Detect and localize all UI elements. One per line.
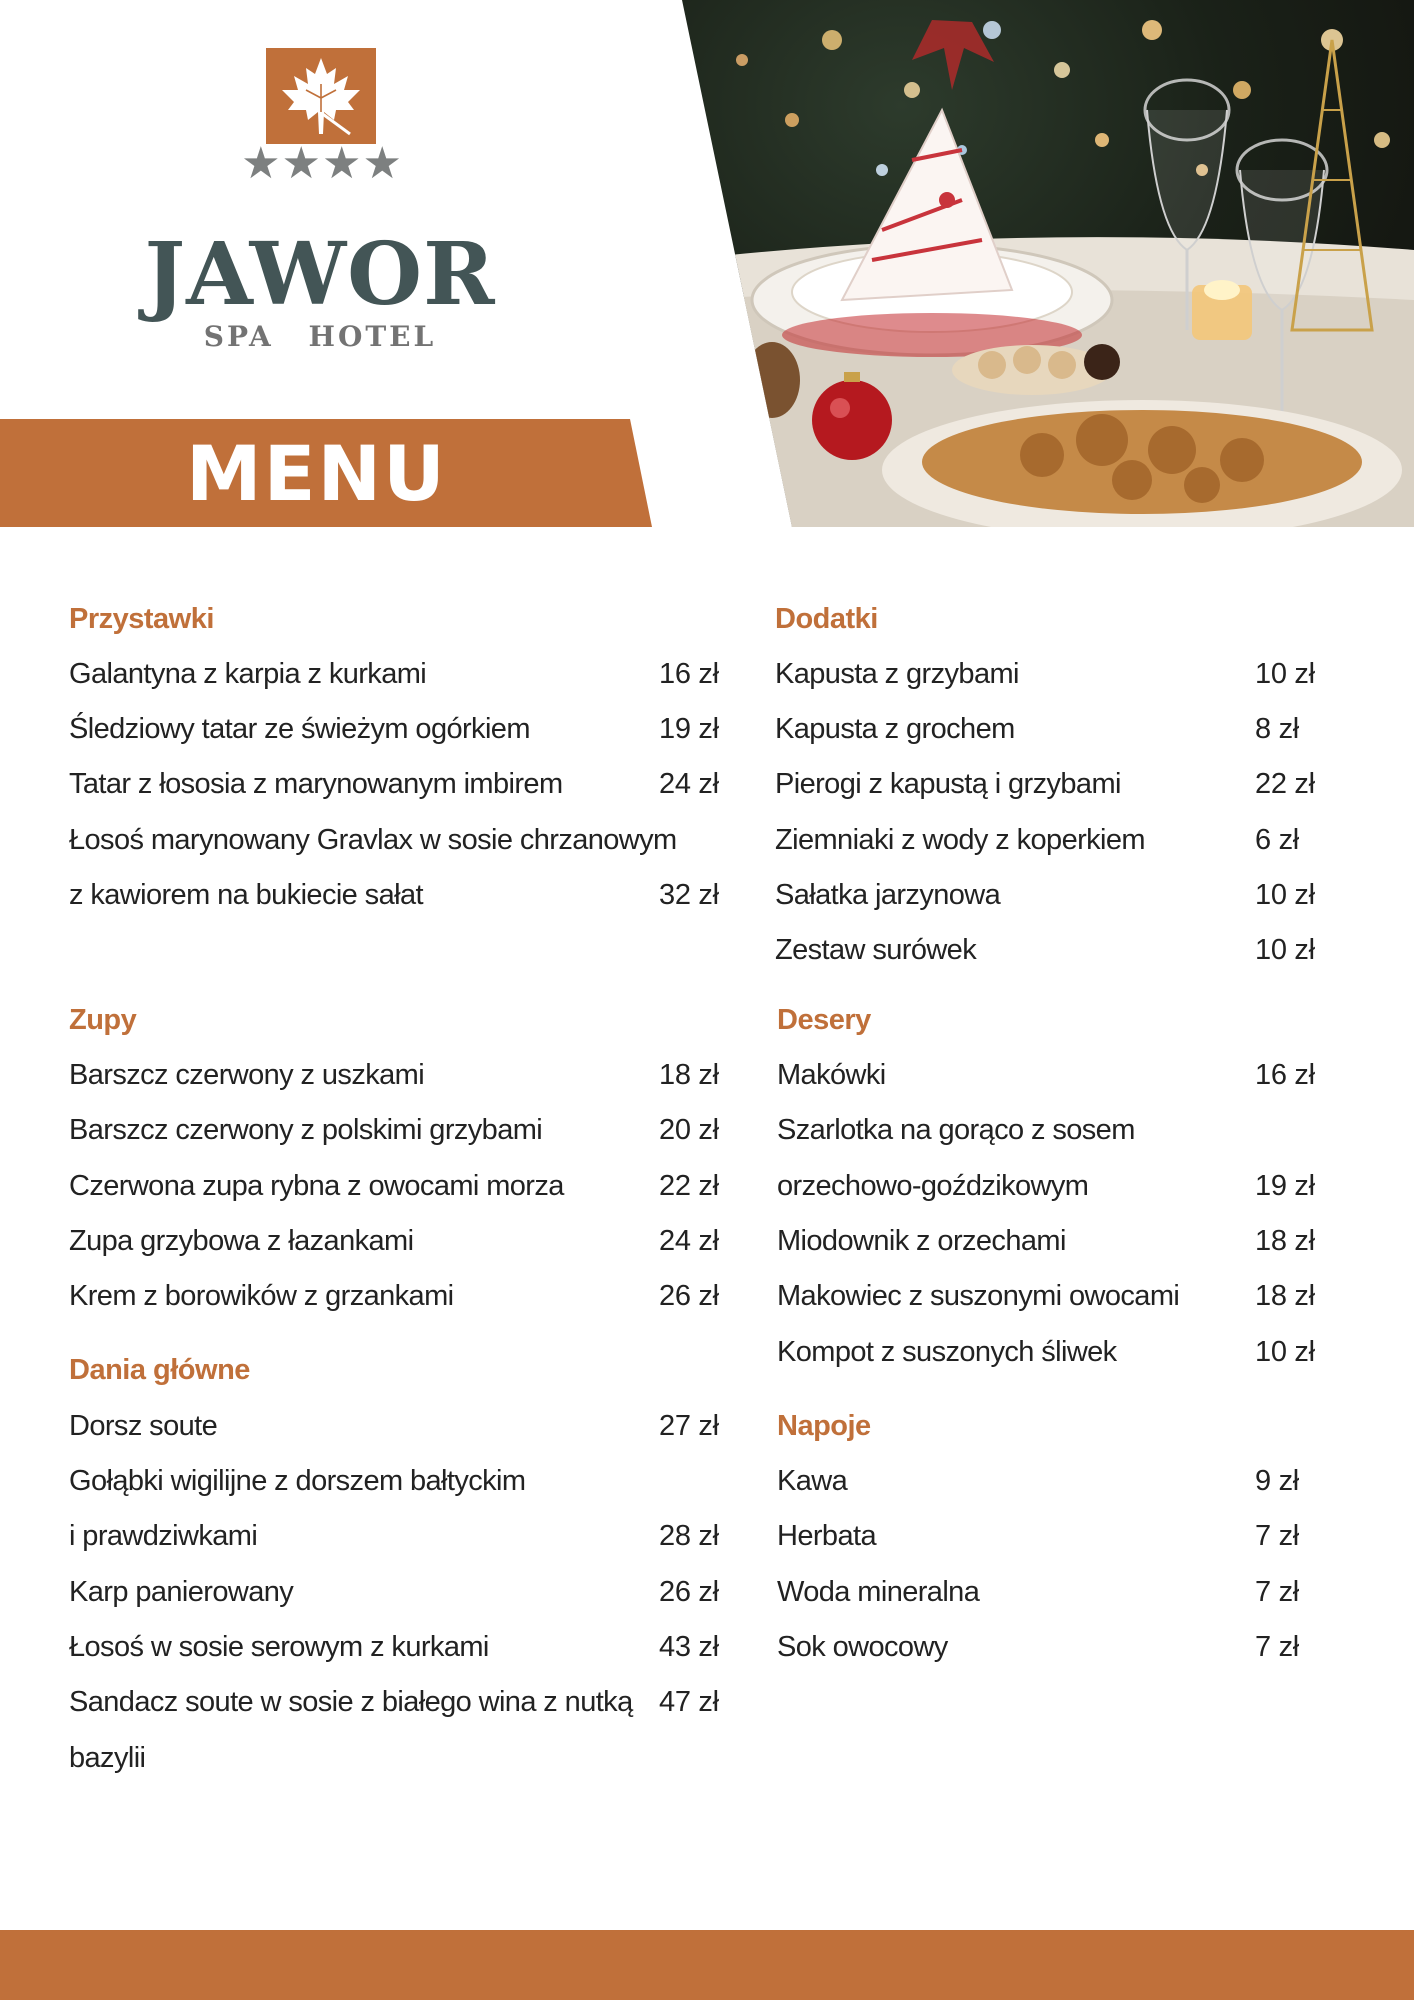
menu-item-price: 47 zł xyxy=(659,1686,719,1718)
menu-item-price: 9 zł xyxy=(1255,1465,1299,1497)
menu-item-name: Woda mineralna xyxy=(777,1576,980,1608)
menu-item-price: 10 zł xyxy=(1255,658,1315,690)
menu-item-price: 28 zł xyxy=(659,1520,719,1552)
christmas-table-photo xyxy=(682,0,1414,527)
menu-item-price: 27 zł xyxy=(659,1410,719,1442)
menu-item-name: Zupa grzybowa z łazankami xyxy=(69,1225,414,1257)
section-title-zupy: Zupy xyxy=(69,1004,137,1036)
section-title-dodatki: Dodatki xyxy=(775,603,878,635)
menu-item-name: Makowiec z suszonymi owocami xyxy=(777,1280,1180,1312)
menu-item-name: Barszcz czerwony z uszkami xyxy=(69,1059,425,1091)
menu-item-price: 7 zł xyxy=(1255,1631,1299,1663)
section-title-przystawki: Przystawki xyxy=(69,603,214,635)
menu-item-name: Ziemniaki z wody z koperkiem xyxy=(775,824,1145,856)
menu-item-price: 10 zł xyxy=(1255,1336,1315,1368)
menu-item-name: Sandacz soute w sosie z białego wina z nutką xyxy=(69,1686,633,1718)
menu-item-name: Kapusta z grochem xyxy=(775,713,1015,745)
menu-item-name: Gołąbki wigilijne z dorszem bałtyckim xyxy=(69,1465,526,1497)
menu-item-name: Dorsz soute xyxy=(69,1410,218,1442)
footer-bar xyxy=(0,1930,1414,2000)
menu-item-name: Łosoś w sosie serowym z kurkami xyxy=(69,1631,489,1663)
menu-item-price: 16 zł xyxy=(659,658,719,690)
section-title-dania-glowne: Dania główne xyxy=(69,1354,250,1386)
menu-item-price: 10 zł xyxy=(1255,879,1315,911)
menu-item-name: Karp panierowany xyxy=(69,1576,294,1608)
menu-item-price: 20 zł xyxy=(659,1114,719,1146)
menu-item-price: 18 zł xyxy=(1255,1280,1315,1312)
menu-item-name: Makówki xyxy=(777,1059,886,1091)
maple-leaf-icon xyxy=(266,48,376,144)
menu-item-name: Śledziowy tatar ze świeżym ogórkiem xyxy=(69,713,530,745)
menu-item-name: Miodownik z orzechami xyxy=(777,1225,1066,1257)
menu-item-name-continued: z kawiorem na bukiecie sałat xyxy=(69,879,423,911)
hotel-logo xyxy=(0,0,640,400)
hotel-star-rating: ★★★★ xyxy=(241,139,403,188)
menu-title: MENU xyxy=(186,429,447,518)
menu-item-price: 7 zł xyxy=(1255,1576,1299,1608)
menu-item-name-continued: i prawdziwkami xyxy=(69,1520,258,1552)
menu-item-name: Krem z borowików z grzankami xyxy=(69,1280,454,1312)
menu-item-name: Barszcz czerwony z polskimi grzybami xyxy=(69,1114,543,1146)
menu-item-price: 22 zł xyxy=(659,1170,719,1202)
menu-item-price: 7 zł xyxy=(1255,1520,1299,1552)
menu-item-price: 26 zł xyxy=(659,1280,719,1312)
menu-item-price: 18 zł xyxy=(1255,1225,1315,1257)
menu-item-name: Tatar z łososia z marynowanym imbirem xyxy=(69,768,563,800)
menu-item-name-continued: bazylii xyxy=(69,1742,146,1774)
hotel-subtitle: SPA HOTEL xyxy=(203,320,437,353)
menu-item-name: Herbata xyxy=(777,1520,876,1552)
hotel-name: JAWOR xyxy=(144,224,496,325)
menu-item-name: Galantyna z karpia z kurkami xyxy=(69,658,427,690)
section-title-napoje: Napoje xyxy=(777,1410,871,1442)
menu-item-price: 19 zł xyxy=(659,713,719,745)
menu-item-price: 18 zł xyxy=(659,1059,719,1091)
menu-item-name: Sałatka jarzynowa xyxy=(775,879,1001,911)
menu-item-price: 10 zł xyxy=(1255,934,1315,966)
menu-item-name: Sok owocowy xyxy=(777,1631,948,1663)
menu-item-price: 16 zł xyxy=(1255,1059,1315,1091)
menu-item-price: 26 zł xyxy=(659,1576,719,1608)
menu-item-name: Czerwona zupa rybna z owocami morza xyxy=(69,1170,564,1202)
menu-item-name-continued: orzechowo-goździkowym xyxy=(777,1170,1089,1202)
menu-item-price: 32 zł xyxy=(659,879,719,911)
menu-item-price: 24 zł xyxy=(659,1225,719,1257)
menu-item-price: 43 zł xyxy=(659,1631,719,1663)
menu-item-price: 8 zł xyxy=(1255,713,1299,745)
menu-item-name: Łosoś marynowany Gravlax w sosie chrzanowym xyxy=(69,824,677,856)
menu-item-name: Pierogi z kapustą i grzybami xyxy=(775,768,1121,800)
menu-item-price: 6 zł xyxy=(1255,824,1299,856)
menu-item-name: Zestaw surówek xyxy=(775,934,977,966)
section-title-desery: Desery xyxy=(777,1004,871,1036)
menu-item-name: Kawa xyxy=(777,1465,848,1497)
menu-item-price: 19 zł xyxy=(1255,1170,1315,1202)
menu-item-name: Szarlotka na gorąco z sosem xyxy=(777,1114,1135,1146)
menu-item-name: Kapusta z grzybami xyxy=(775,658,1019,690)
menu-item-price: 24 zł xyxy=(659,768,719,800)
menu-item-name: Kompot z suszonych śliwek xyxy=(777,1336,1117,1368)
menu-item-price: 22 zł xyxy=(1255,768,1315,800)
